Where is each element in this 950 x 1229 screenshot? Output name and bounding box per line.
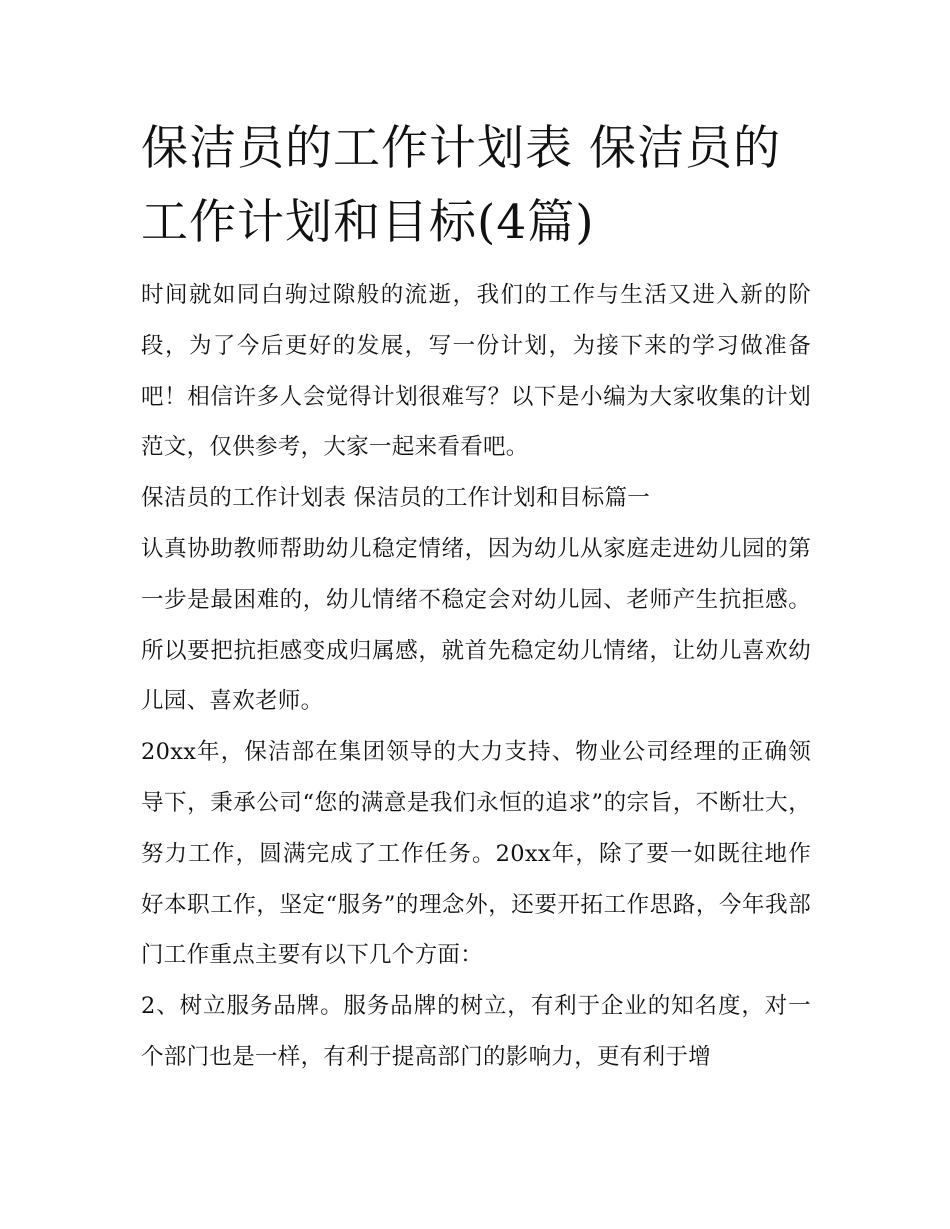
paragraph-kindergarten: 认真协助教师帮助幼儿稳定情绪，因为幼儿从家庭走进幼儿园的第一步是最困难的，幼儿情绪不稳定会对幼儿园、老师产生抗拒感。所以要把抗拒感变成归属感，就首先稳定幼儿情绪，让幼儿喜欢幼儿园、喜欢老师。 <box>141 535 811 715</box>
paragraph-brand: 2、树立服务品牌。服务品牌的树立，有利于企业的知名度，对一个部门也是一样，有利于提高部门的影响力，更有利于增 <box>141 993 811 1070</box>
paragraph-cleaning-dept: 20xx年，保洁部在集团领导的大力支持、物业公司经理的正确领导下，秉承公司“您的满意是我们永恒的追求”的宗旨，不断壮大，努力工作，圆满完成了工作任务。20xx年，除了要一如既往地作好本职工作，坚定“服务”的理念外，还要开拓工作思路，今年我部门工作重点主要有以下几个方面： <box>141 739 811 969</box>
document-content <box>141 112 811 1083</box>
section-heading-1: 保洁员的工作计划表 保洁员的工作计划和目标篇一 <box>141 485 651 512</box>
document-title: 保洁员的工作计划表 保洁员的工作计划和目标(4篇) <box>141 121 781 250</box>
paragraph-intro: 时间就如同白驹过隙般的流逝，我们的工作与生活又进入新的阶段，为了今后更好的发展，写一份计划，为接下来的学习做准备吧！相信许多人会觉得计划很难写？以下是小编为大家收集的计划范文，仅供参考，大家一起来看看吧。 <box>141 282 811 461</box>
document-body <box>141 270 811 1083</box>
